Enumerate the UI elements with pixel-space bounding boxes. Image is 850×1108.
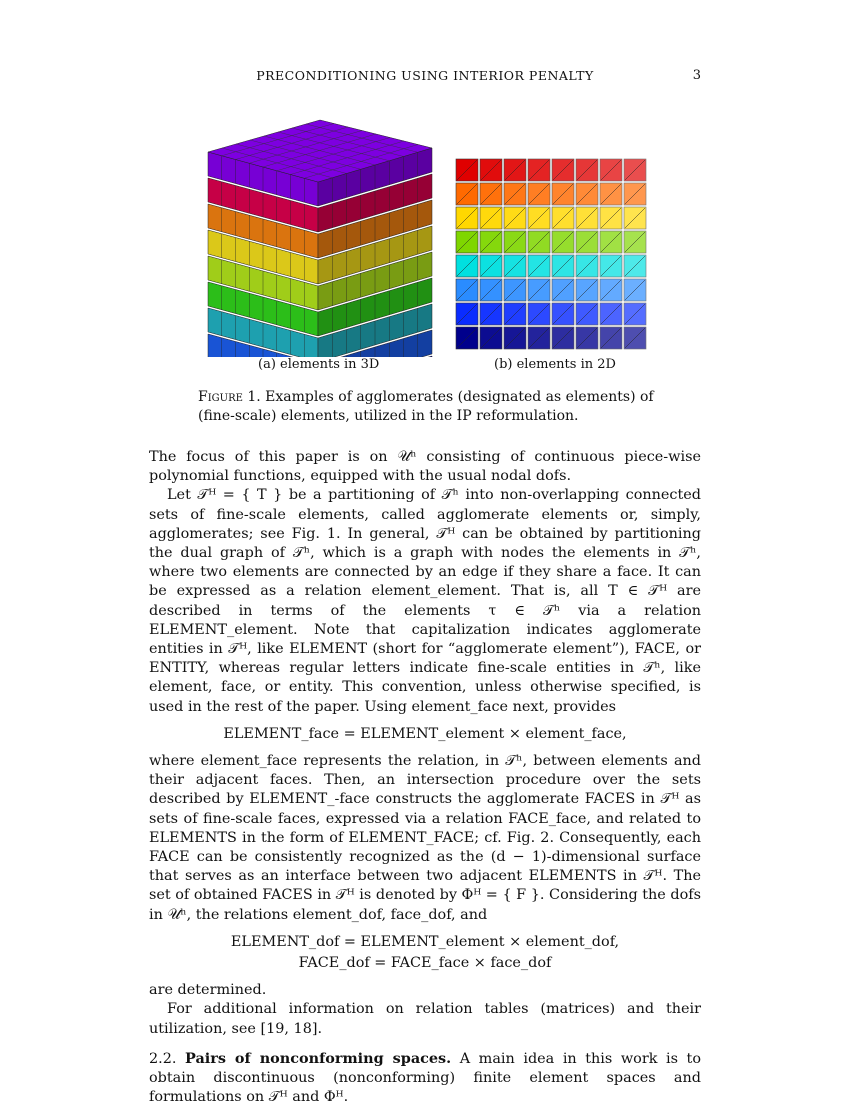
section-number: 2.2.: [149, 1050, 177, 1067]
figure-caption: [198, 388, 658, 426]
figure-2d-grid: [455, 158, 647, 350]
equation: FACE_dof = FACE_face × face_dof: [298, 955, 552, 972]
equation: ELEMENT_dof = ELEMENT_element × element_dof,: [230, 933, 620, 950]
body-text: [149, 448, 701, 1108]
page-number: 3: [692, 68, 701, 83]
section-paragraph: [149, 1049, 701, 1108]
equation: ELEMENT_face = ELEMENT_element × element_face,: [223, 725, 627, 742]
figure-3d-cube: [200, 112, 440, 357]
running-head: PRECONDITIONING USING INTERIOR PENALTY: [256, 68, 594, 83]
page-header: [149, 68, 701, 84]
section-title: Pairs of nonconforming spaces.: [185, 1049, 452, 1067]
paragraph: where element_face represents the relation, in 𝒯ʰ, between elements and their adjacent faces. Then, an intersection procedure over the sets described by ELEMENT_-face constructs the agglomerate FACES in 𝒯ᴴ as sets of fine-scale faces, expressed via a relation FACE_face, and related to ELEMENTS in the form of ELEMENT_FACE; cf. Fig. 2. Consequently, each FACE can be consistently recognized as the (d − 1)-dimensional surface that serves as an interface between two adjacent ELEMENTS in 𝒯ᴴ. The set of obtained FACES in 𝒯ᴴ is denoted by Φᴴ = { F }. Considering the dofs in 𝒰ʰ, the relations element_dof, face_dof, and: [149, 753, 701, 923]
figure-caption-text: Examples of agglomerates (designated as elements) of (fine-scale) elements, utilized in the IP reformulation.: [198, 389, 654, 424]
section-text: A main idea in this work is to obtain discontinuous (nonconforming) finite element spaces and formulations on 𝒯ᴴ and Φᴴ.: [149, 1050, 701, 1106]
figure-label: Figure 1.: [198, 389, 261, 405]
paragraph: are determined.: [149, 982, 267, 999]
paragraph: Let 𝒯ᴴ = { T } be a partitioning of 𝒯ʰ into non-overlapping connected sets of fine-scale elements, called agglomerate elements or, simply, agglomerates; see Fig. 1. In general, 𝒯ᴴ can be obtained by partitioning the dual graph of 𝒯ʰ, which is a graph with nodes the elements in 𝒯ʰ, where two elements are connected by an edge if they share a face. It can be expressed as a relation element_element. That is, all T ∈ 𝒯ᴴ are described in terms of the elements τ ∈ 𝒯ʰ via a relation ELEMENT_element. Note that capitalization indicates agglomerate entities in 𝒯ᴴ, like ELEMENT (short for “agglomerate element”), FACE, or ENTITY, whereas regular letters indicate fine-scale entities in 𝒯ʰ, like element, face, or entity. This convention, unless otherwise specified, is used in the rest of the paper. Using element_face next, provides: [149, 487, 701, 715]
paragraph: The focus of this paper is on 𝒰ʰ consisting of continuous piece-wise polynomial functions, equipped with the usual nodal dofs.: [149, 449, 701, 485]
subcaption-a: (a) elements in 3D: [258, 357, 380, 372]
paragraph: For additional information on relation tables (matrices) and their utilization, see [19, 18].: [149, 1001, 701, 1037]
subcaption-b: (b) elements in 2D: [494, 357, 616, 372]
